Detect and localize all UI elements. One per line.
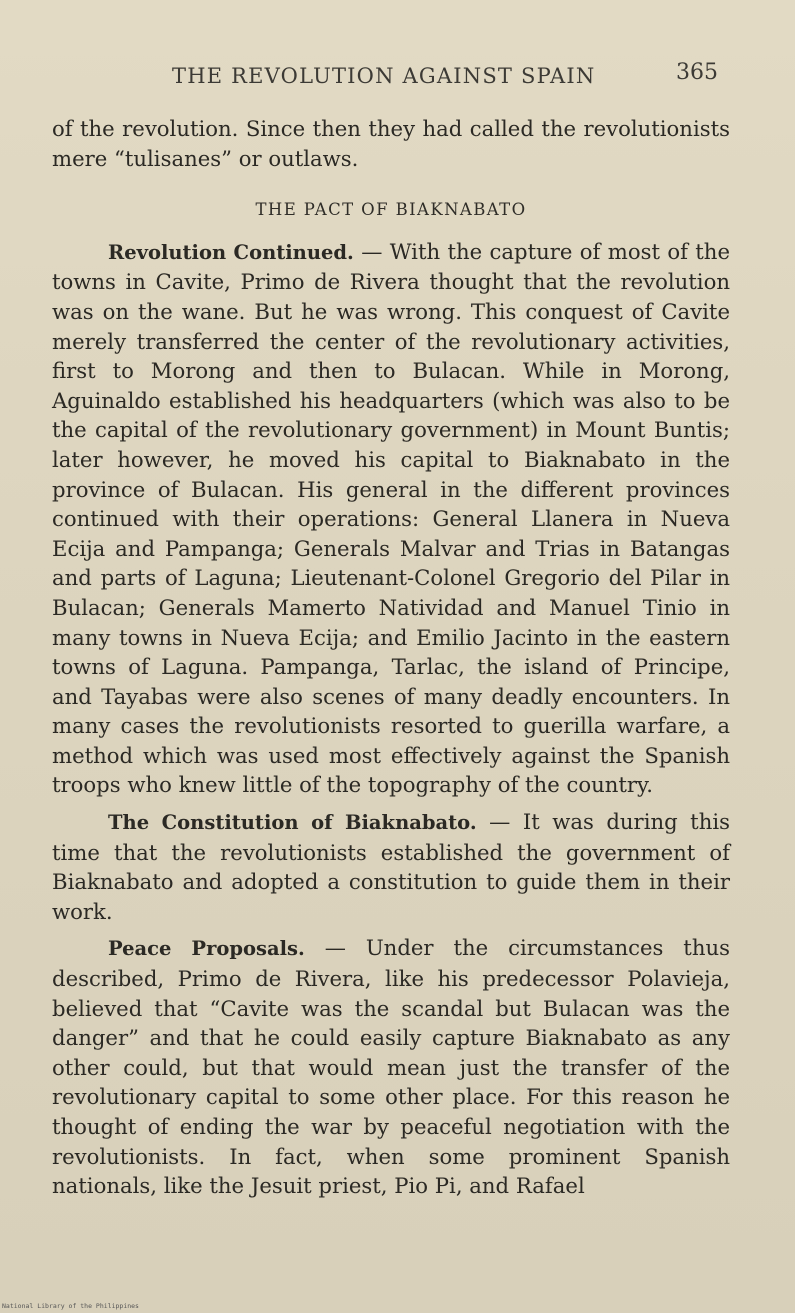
page-number: 365 [676, 60, 718, 85]
paragraph-text: With the capture of most of the towns in Cavite, Primo de Rivera thought that the revolution was on the wane. But he was wrong. This conquest of Cavite merely transferred the center of the revolutionary activities, first to Morong and then to Bulacan. While in Morong, Aguinaldo established his headquarters (which was also to be the capital of the revolutionary government) in Mount Buntis; later however, he moved his capital to Biaknabato in the province of Bulacan. His general in the different provinces continued with their operations: General Llanera in Nueva Ecija and Pampanga; Generals Malvar and Trias in Batangas and parts of Laguna; Lieutenant-Colonel Gregorio del Pilar in Bulacan; Generals Mamerto Natividad and Manuel Tinio in many towns in Nueva Ecija; and Emilio Jacinto in the eastern towns of Laguna. Pampanga, Tarlac, the island of Principe, and Tayabas were also scenes of many deadly encounters. In many cases the revolutionists resorted to guerilla warfare, a method which was used most effectively against the Spanish troops who knew little of the topography of the country. [52, 238, 730, 798]
paragraph-revolution-continued [52, 237, 730, 800]
running-head: THE REVOLUTION AGAINST SPAIN [172, 64, 596, 88]
run-in-heading: Revolution Continued. [108, 240, 354, 264]
em-dash: — [476, 809, 523, 835]
run-in-heading: Peace Proposals. [108, 937, 305, 961]
opening-paragraph: of the revolution. Since then they had called the revolutionists mere “tulisanes” or outlaws. [52, 116, 730, 171]
body-text [52, 114, 730, 1201]
section-heading: THE PACT OF BIAKNABATO [255, 200, 527, 220]
run-in-heading: The Constitution of Biaknabato. [108, 811, 477, 835]
paragraph-text: It was during this time that the revolutionists established the government of Biaknabato and adopted a constitution to guide them in their work. [52, 809, 730, 924]
paragraph-text: Under the circumstances thus described, Primo de Rivera, like his predecessor Polavieja, believed that “Cavite was the scandal but Bulacan was the danger” and that he could easily capture Biaknabato as any other could, but that would mean just the transfer of the revolutionary capital to some other place. For this reason he thought of ending the war by peaceful negotiation with the revolutionists. In fact, when some prominent Spanish nationals, like the Jesuit priest, Pio Pi, and Rafael [52, 935, 730, 1199]
em-dash: — [304, 935, 366, 961]
paragraph-constitution [52, 807, 730, 926]
library-credit: National Library of the Philippines [2, 1302, 139, 1310]
em-dash: — [353, 238, 390, 264]
paragraph-peace-proposals [52, 933, 730, 1200]
